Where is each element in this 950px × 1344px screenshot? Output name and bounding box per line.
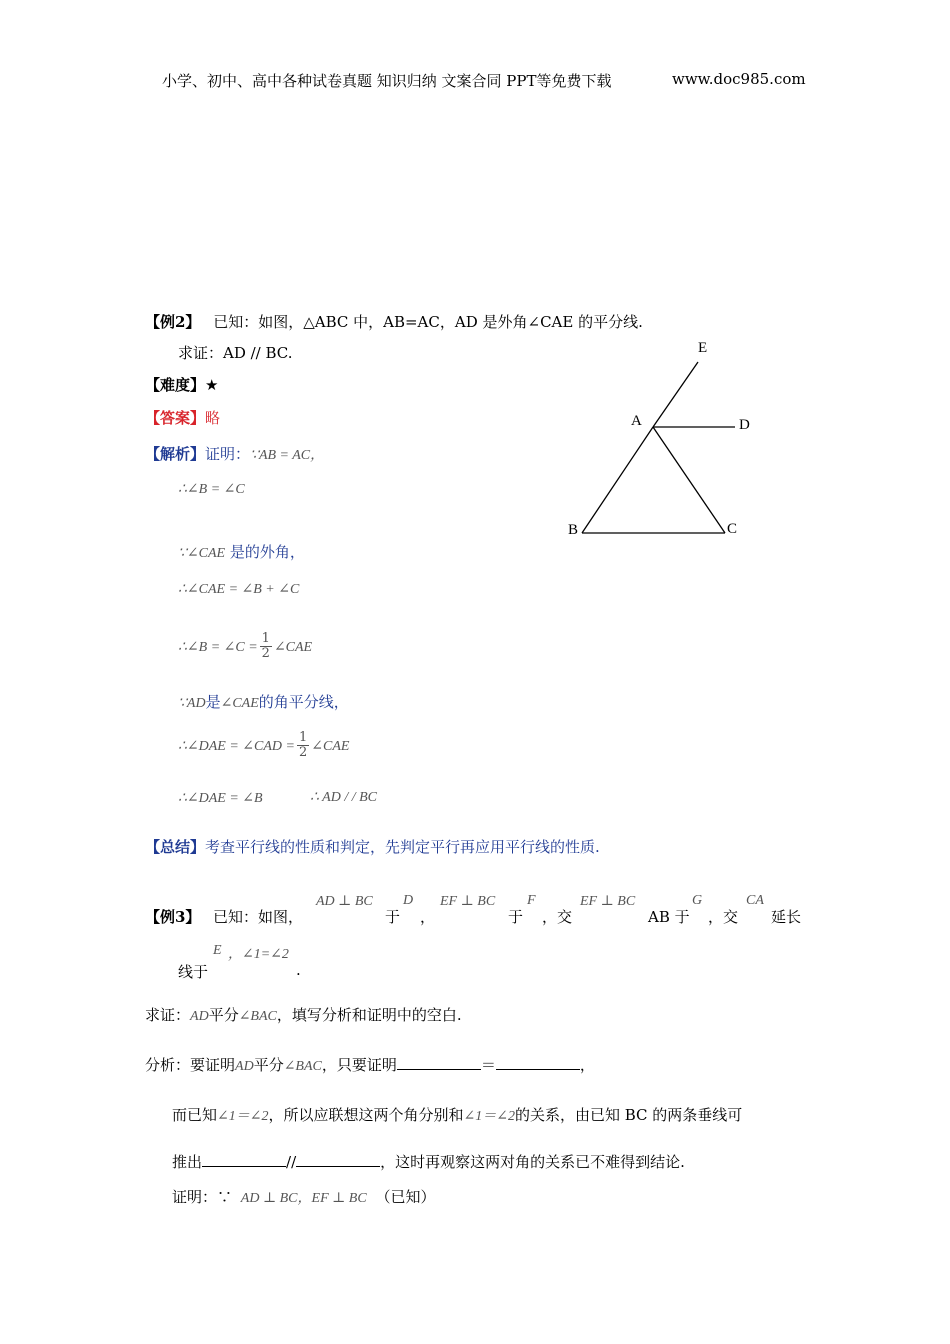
ex3-jiao1: ，交 [542,908,573,926]
blank-3[interactable] [202,1152,286,1167]
label-d: D [739,417,750,433]
ex3-comma1: ， [420,908,436,926]
line-ac [653,427,725,533]
known-t2: ，所以应联想这两个角分别和 [268,1106,464,1124]
ex3-analysis-t2: ，只要证明 [321,1056,397,1074]
ex3-ab-yu: AB 于 [648,908,690,926]
fraction-denominator-2: 2 [298,745,308,760]
summary-text: 考查平行线的性质和判定，先判定平行再应用平行线的性质. [205,838,600,856]
ex3-infer [172,1151,685,1172]
analysis-label: 【解析】 [145,445,206,463]
step-1: ∵AB = AC， [250,448,325,463]
step-3-text: 是的外角， [229,543,305,561]
step-2: ∴∠B = ∠C [178,482,245,497]
ex2-tag: 【例2】 [145,313,201,331]
known-m2: ∠1＝∠2 [463,1109,515,1124]
step-7 [178,731,349,760]
ex3-prove-t1: 平分 [208,1006,239,1024]
ex3-given: 已知：如图， [213,908,304,926]
label-a: A [631,413,642,429]
ex2-given: 已知：如图，△ABC 中，AB=AC，AD 是外角∠CAE 的平分线. [213,313,643,331]
ex2-prove: 求证：AD // BC. [178,344,293,362]
ex3-analysis-t1: 平分 [253,1056,284,1074]
triangle-figure [560,335,790,545]
label-e: E [698,340,708,356]
step-7-math: ∴∠DAE = ∠CAD = [178,739,295,754]
ex3-m4: F [527,893,536,908]
step-5-tail: ∠CAE [273,640,313,655]
step-7-tail: ∠CAE [311,739,350,754]
label-c: C [727,521,738,537]
blank-2[interactable] [496,1055,580,1070]
analysis-intro: 证明： [205,445,251,463]
ex3-m1: AD ⊥ BC [316,894,373,909]
infer-t1: 推出 [172,1153,203,1171]
step-8a: ∴∠DAE = ∠B [178,791,263,806]
ex2-given-line [145,311,643,332]
step-3-math: ∵∠CAE [178,546,226,561]
fraction-numerator-2: 1 [298,730,308,745]
comma-end: ， [579,1056,595,1074]
step-6-c: ∠CAE [220,696,259,711]
proof-text: （已知） [375,1188,436,1206]
answer-label: 【答案】 [145,409,206,427]
step-6-a: ∵AD [178,696,206,711]
header-url[interactable]: www.doc985.com [672,70,806,88]
ex3-known [172,1104,742,1125]
infer-t2: ，这时再观察这两对角的关系已不难得到结论. [380,1153,685,1171]
ex3-analysis [145,1054,595,1075]
ex3-m5: EF ⊥ BC [580,894,636,909]
fraction-half-2 [297,731,309,760]
equals-sign: ＝ [480,1056,496,1074]
ex3-xianyu: 线于 [178,963,209,981]
proof-math: AD ⊥ BC，EF ⊥ BC [240,1191,367,1206]
header-text: 小学、初中、高中各种试卷真题 知识归纳 文案合同 PPT等免费下载 [162,72,612,90]
ex3-yanchang: 延长 [771,908,802,926]
ex3-dot: . [296,961,301,979]
ex3-m6: G [692,893,703,908]
fraction-numerator: 1 [261,631,270,646]
ex3-proof [172,1186,435,1207]
parallel-sign: // [286,1153,297,1171]
step-6-b: 是 [205,693,221,711]
ex3-analysis-m2: ∠BAC [283,1059,322,1074]
step-8b: ∴ AD / / BC [310,790,377,805]
ex2-summary [145,836,600,857]
blank-1[interactable] [397,1055,481,1070]
ex2-answer [145,407,220,428]
ex3-analysis-label: 分析：要证明 [145,1056,236,1074]
label-b: B [568,522,579,538]
ex2-analysis [145,443,324,464]
ex3-m2: D [403,893,414,908]
line-ae [653,362,698,427]
step-3 [178,541,305,562]
summary-label: 【总结】 [145,838,206,856]
ex3-prove-m1: AD [190,1009,209,1024]
ex3-jiao2: ，交 [708,908,739,926]
step-5 [178,632,312,661]
ex3-prove-label: 求证： [145,1006,191,1024]
blank-4[interactable] [296,1152,380,1167]
ex3-yu2: 于 [508,908,524,926]
step-4: ∴∠CAE = ∠B + ∠C [178,582,300,597]
fraction-denominator: 2 [261,646,270,661]
ex3-prove-m2: ∠BAC [238,1009,277,1024]
difficulty-label: 【难度】 [145,376,206,394]
ex3-tag: 【例3】 [145,908,201,926]
ex3-m3: EF ⊥ BC [440,894,496,909]
step-5-math: ∴∠B = ∠C = [178,640,258,655]
ex3-prove [145,1004,462,1025]
known-t1: 而已知 [172,1106,218,1124]
ex3-yu1: 于 [385,908,401,926]
step-6 [178,691,349,712]
fraction-half [260,632,272,661]
known-m1: ∠1＝∠2 [217,1109,269,1124]
ex3-prove-t2: ，填写分析和证明中的空白. [276,1006,462,1024]
ex2-difficulty [145,374,218,395]
known-t3: 的关系，由已知 BC 的两条垂线可 [514,1106,743,1124]
line-ab [582,427,653,533]
ex3-m8: E [213,943,222,958]
proof-label: 证明：∵ [172,1188,233,1206]
star-icon: ★ [205,376,219,394]
step-6-d: 的角平分线， [258,693,349,711]
ex3-m9: ，∠1=∠2 [228,947,289,962]
answer-value: 略 [205,409,221,427]
ex3-analysis-m1: AD [235,1059,254,1074]
ex3-m7: CA [746,893,764,908]
